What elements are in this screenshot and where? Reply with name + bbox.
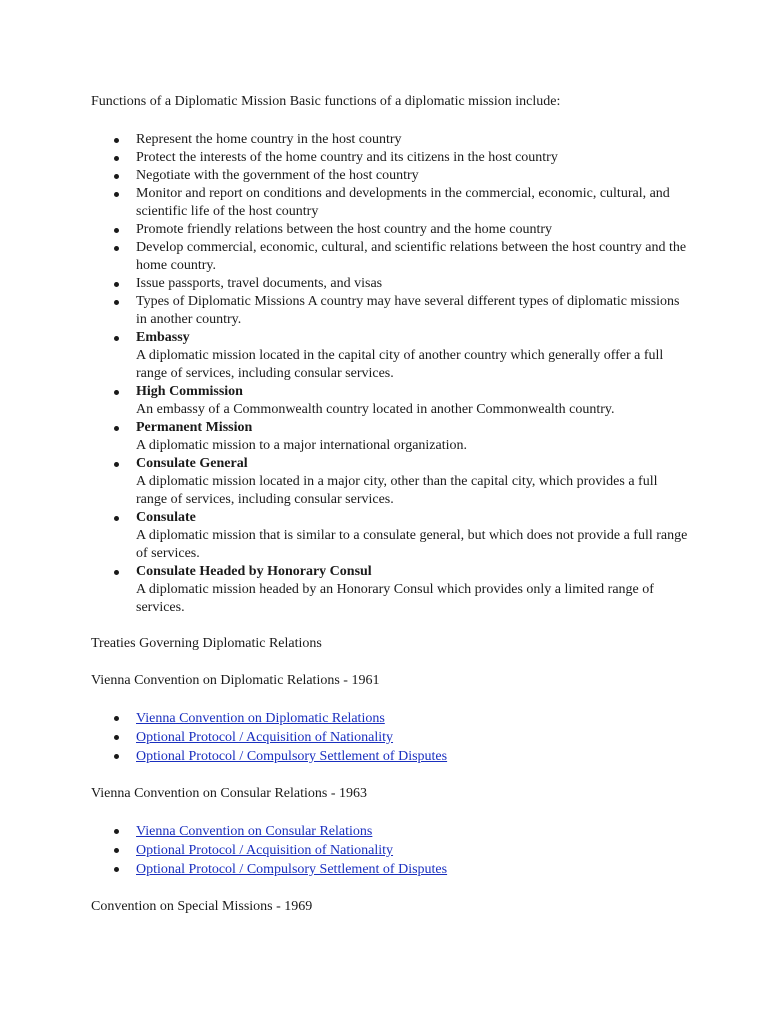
list-item: Promote friendly relations between the host country and the home country <box>91 221 691 239</box>
list-item: Monitor and report on conditions and developments in the commercial, economic, cultural, and scientific life of the host country <box>91 185 691 221</box>
link-list-item <box>91 860 691 879</box>
mission-type-description: An embassy of a Commonwealth country located in another Commonwealth country. <box>136 402 615 417</box>
treaties-heading: Treaties Governing Diplomatic Relations <box>91 636 322 651</box>
mission-type-description: A diplomatic mission located in the capital city of another country which generally offer a full range of services, including consular services. <box>136 348 664 381</box>
optional-protocol-nationality-link[interactable]: Optional Protocol / Acquisition of Nationality <box>136 730 394 745</box>
vienna-consular-link[interactable]: Vienna Convention on Consular Relations <box>136 824 373 839</box>
mission-type-title: Embassy <box>136 330 190 345</box>
list-item: Types of Diplomatic Missions A country may have several different types of diplomatic missions in another country. <box>91 293 691 329</box>
vienna-diplomatic-heading: Vienna Convention on Diplomatic Relations - 1961 <box>91 673 380 688</box>
list-item: Protect the interests of the home country and its citizens in the host country <box>91 149 691 167</box>
link-list-item <box>91 822 691 841</box>
mission-type-title: Consulate General <box>136 456 248 471</box>
mission-type-title: High Commission <box>136 384 243 399</box>
optional-protocol-disputes-link[interactable]: Optional Protocol / Compulsory Settlement of Disputes <box>136 862 448 877</box>
mission-type-item <box>91 383 691 419</box>
link-list-item <box>91 841 691 860</box>
mission-type-description: A diplomatic mission headed by an Honorary Consul which provides only a limited range of services. <box>136 582 654 615</box>
special-missions-heading: Convention on Special Missions - 1969 <box>91 899 313 914</box>
list-item: Develop commercial, economic, cultural, and scientific relations between the host country and the home country. <box>91 239 691 275</box>
link-list-item <box>91 709 691 728</box>
functions-list <box>91 131 691 617</box>
link-list-item <box>91 747 691 766</box>
list-item: Issue passports, travel documents, and visas <box>91 275 691 293</box>
vienna-consular-links <box>91 822 691 879</box>
list-item: Negotiate with the government of the host country <box>91 167 691 185</box>
optional-protocol-nationality-link[interactable]: Optional Protocol / Acquisition of Nationality <box>136 843 394 858</box>
mission-type-item <box>91 419 691 455</box>
mission-type-item <box>91 563 691 617</box>
mission-type-description: A diplomatic mission that is similar to a consulate general, but which does not provide a full range of services. <box>136 528 688 561</box>
mission-type-description: A diplomatic mission located in a major city, other than the capital city, which provides a full range of services, including consular services. <box>136 474 658 507</box>
vienna-diplomatic-link[interactable]: Vienna Convention on Diplomatic Relations <box>136 711 385 726</box>
mission-type-item <box>91 509 691 563</box>
list-item: Represent the home country in the host country <box>91 131 691 149</box>
intro-paragraph: Functions of a Diplomatic Mission Basic functions of a diplomatic mission include: <box>91 94 561 109</box>
mission-type-description: A diplomatic mission to a major international organization. <box>136 438 468 453</box>
mission-type-title: Consulate Headed by Honorary Consul <box>136 564 372 579</box>
vienna-diplomatic-links <box>91 709 691 766</box>
mission-type-title: Permanent Mission <box>136 420 253 435</box>
mission-type-item <box>91 329 691 383</box>
vienna-consular-heading: Vienna Convention on Consular Relations - 1963 <box>91 786 368 801</box>
mission-type-item <box>91 455 691 509</box>
mission-type-title: Consulate <box>136 510 196 525</box>
optional-protocol-disputes-link[interactable]: Optional Protocol / Compulsory Settlement of Disputes <box>136 749 448 764</box>
link-list-item <box>91 728 691 747</box>
document-page <box>91 93 691 916</box>
